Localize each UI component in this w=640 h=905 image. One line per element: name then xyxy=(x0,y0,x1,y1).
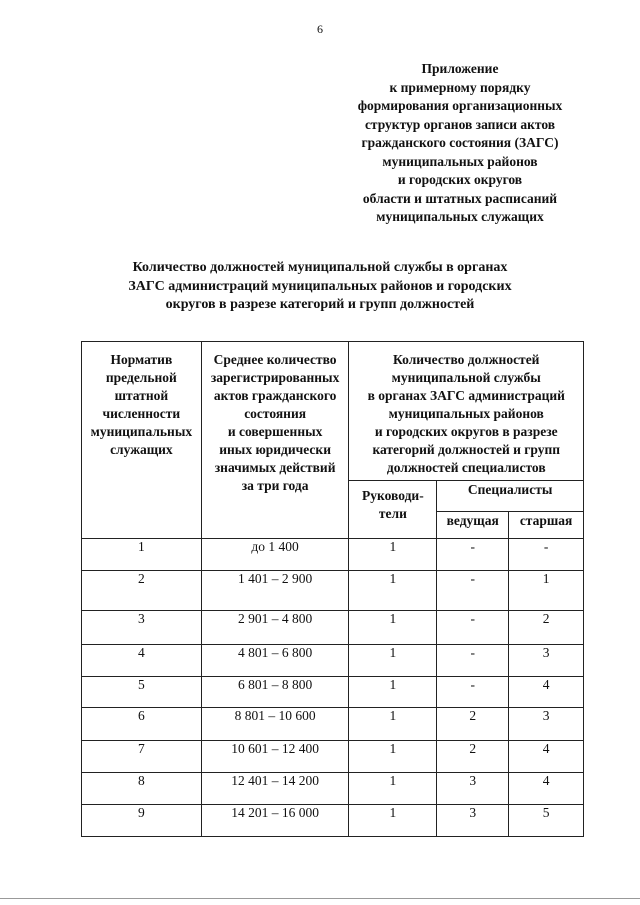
cell-norm: 1 xyxy=(82,539,202,571)
header-line: должностей специалистов xyxy=(386,460,546,475)
table-row xyxy=(82,773,584,805)
cell-senior: 4 xyxy=(509,741,584,773)
table-row xyxy=(82,677,584,708)
cell-leaders: 1 xyxy=(349,708,437,741)
cell-senior: 4 xyxy=(509,773,584,805)
cell-leading: - xyxy=(437,645,509,677)
header-norm xyxy=(82,342,202,539)
header-line: муниципальной службы xyxy=(391,370,541,385)
cell-leading: - xyxy=(437,611,509,645)
appendix-line: структур органов записи актов xyxy=(364,116,556,132)
cell-range: 4 801 – 6 800 xyxy=(201,645,349,677)
header-line: тели xyxy=(378,506,407,521)
header-specialists: Специалисты xyxy=(437,481,584,512)
appendix-line: гражданского состояния (ЗАГС) xyxy=(361,135,559,150)
cell-leading: - xyxy=(437,539,509,571)
positions-table xyxy=(81,341,584,837)
header-line: Норматив xyxy=(110,352,173,367)
header-leading-group: ведущая xyxy=(437,512,509,539)
cell-senior: 2 xyxy=(509,611,584,645)
header-line: зарегистрированных xyxy=(210,370,340,385)
cell-norm: 7 xyxy=(82,741,202,773)
cell-range: 2 901 – 4 800 xyxy=(201,611,349,645)
appendix-line: формирования организационных xyxy=(357,98,563,113)
page-number: 6 xyxy=(317,22,323,36)
cell-leaders: 1 xyxy=(349,539,437,571)
header-line: в органах ЗАГС администраций xyxy=(367,388,565,403)
cell-norm: 3 xyxy=(82,611,202,645)
cell-norm: 8 xyxy=(82,773,202,805)
cell-leading: - xyxy=(437,571,509,611)
header-positions-count xyxy=(349,342,584,481)
cell-range: 14 201 – 16 000 xyxy=(201,805,349,837)
header-line: Среднее количество xyxy=(213,352,337,367)
cell-senior: 5 xyxy=(509,805,584,837)
cell-senior: 1 xyxy=(509,571,584,611)
cell-range: до 1 400 xyxy=(201,539,349,571)
header-line: актов гражданского xyxy=(213,388,337,403)
appendix-line: области и штатных расписаний xyxy=(362,190,558,206)
cell-leaders: 1 xyxy=(349,645,437,677)
table-row xyxy=(82,741,584,773)
cell-range: 8 801 – 10 600 xyxy=(201,708,349,741)
cell-senior: 4 xyxy=(509,677,584,708)
cell-leaders: 1 xyxy=(349,571,437,611)
header-senior-group: старшая xyxy=(509,512,584,539)
title-line: Количество должностей муниципальной службы в органах xyxy=(132,260,508,275)
header-line: численности xyxy=(102,406,181,421)
table-row xyxy=(82,645,584,677)
header-line: иных юридически xyxy=(219,442,331,457)
appendix-line: муниципальных районов xyxy=(382,153,538,169)
cell-senior: 3 xyxy=(509,708,584,741)
scan-edge-line xyxy=(0,898,640,899)
table-row xyxy=(82,539,584,571)
header-line: штатной xyxy=(114,388,169,403)
header-line: муниципальных районов xyxy=(388,406,544,421)
header-line: предельной xyxy=(105,370,177,385)
appendix-line: и городских округов xyxy=(397,172,523,187)
cell-leading: - xyxy=(437,677,509,708)
appendix-line: муниципальных служащих xyxy=(376,209,544,224)
header-line: и городских округов в разрезе xyxy=(374,424,558,439)
header-line: и совершенных xyxy=(227,424,323,439)
table-row xyxy=(82,571,584,611)
table-row xyxy=(82,805,584,837)
cell-norm: 2 xyxy=(82,571,202,611)
cell-leaders: 1 xyxy=(349,741,437,773)
cell-leading: 2 xyxy=(437,741,509,773)
title-line: округов в разрезе категорий и групп должностей xyxy=(165,297,475,312)
cell-norm: 5 xyxy=(82,677,202,708)
cell-range: 1 401 – 2 900 xyxy=(201,571,349,611)
cell-leading: 2 xyxy=(437,708,509,741)
cell-leaders: 1 xyxy=(349,611,437,645)
cell-leading: 3 xyxy=(437,805,509,837)
cell-leaders: 1 xyxy=(349,677,437,708)
table-row xyxy=(82,611,584,645)
appendix-line: Приложение xyxy=(421,61,499,76)
title-line: ЗАГС администраций муниципальных районов и городских xyxy=(128,278,512,294)
header-line: Руководи- xyxy=(362,488,424,503)
cell-leaders: 1 xyxy=(349,805,437,837)
cell-range: 12 401 – 14 200 xyxy=(201,773,349,805)
cell-range: 10 601 – 12 400 xyxy=(201,741,349,773)
header-line: категорий должностей и групп xyxy=(372,442,561,457)
cell-norm: 9 xyxy=(82,805,202,837)
header-line: за три года xyxy=(241,478,309,493)
cell-range: 6 801 – 8 800 xyxy=(201,677,349,708)
cell-senior: - xyxy=(509,539,584,571)
cell-leaders: 1 xyxy=(349,773,437,805)
header-line: муниципальных xyxy=(90,424,193,439)
cell-leading: 3 xyxy=(437,773,509,805)
header-line: значимых действий xyxy=(214,460,336,475)
appendix-heading xyxy=(328,60,592,227)
header-leaders xyxy=(349,481,437,539)
cell-senior: 3 xyxy=(509,645,584,677)
header-line: служащих xyxy=(110,442,173,457)
cell-norm: 6 xyxy=(82,708,202,741)
cell-norm: 4 xyxy=(82,645,202,677)
header-line: состояния xyxy=(244,406,307,421)
header-line: Количество должностей xyxy=(393,352,540,367)
document-title xyxy=(90,259,550,315)
appendix-line: к примерному порядку xyxy=(389,79,531,95)
header-average-count xyxy=(201,342,349,539)
table-row xyxy=(82,708,584,741)
